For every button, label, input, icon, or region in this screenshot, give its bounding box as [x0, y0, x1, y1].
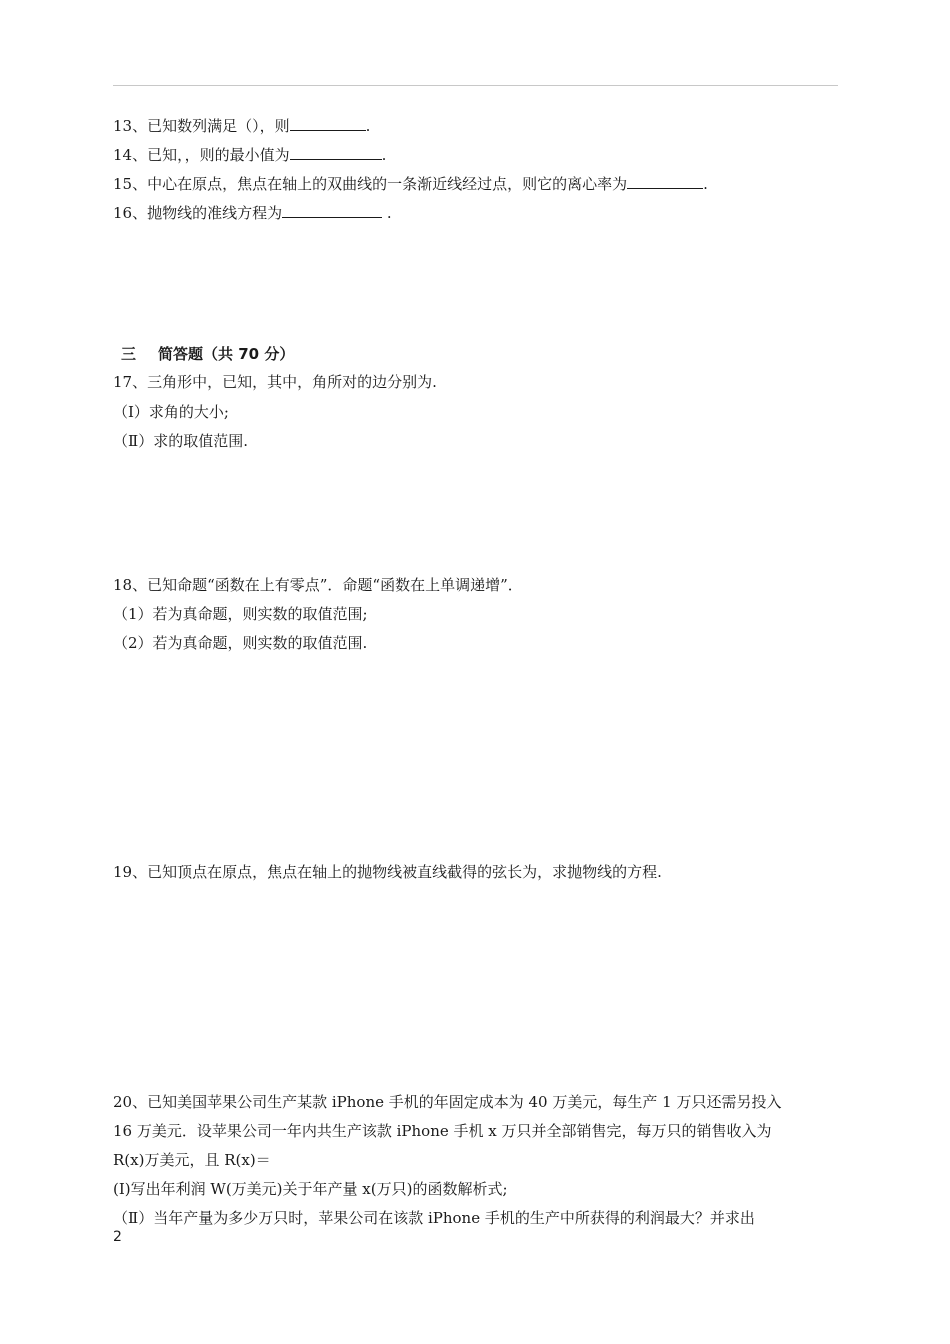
- question-16: [113, 202, 392, 223]
- question-20-line-1: 20、已知美国苹果公司生产某款 iPhone 手机的年固定成本为 40 万美元，每生产 1 万只还需另投入: [113, 1093, 782, 1111]
- question-15: [113, 173, 708, 194]
- question-20-line-3: R(x)万美元，且 R(x)＝: [113, 1151, 271, 1169]
- question-19-stem: 19、已知顶点在原点，焦点在轴上的抛物线被直线截得的弦长为，求抛物线的方程.: [113, 863, 662, 881]
- question-20-part-1: (Ⅰ)写出年利润 W(万美元)关于年产量 x(万只)的函数解析式;: [113, 1180, 508, 1198]
- question-14-tail: .: [381, 146, 387, 164]
- question-15-tail: .: [703, 175, 708, 193]
- answer-blank: [290, 144, 382, 160]
- header-rule: [113, 85, 838, 86]
- question-18-part-1: （1）若为真命题，则实数的取值范围;: [113, 605, 368, 623]
- question-20-line-2: 16 万美元．设苹果公司一年内共生产该款 iPhone 手机 x 万只并全部销售完，每万只的销售收入为: [113, 1122, 772, 1140]
- question-18-part-2: （2）若为真命题，则实数的取值范围.: [113, 634, 368, 652]
- question-13-text: 13、已知数列满足（），则: [113, 117, 290, 135]
- question-17-stem: 17、三角形中，已知，其中，角所对的边分别为.: [113, 373, 437, 391]
- question-16-text: 16、抛物线的准线方程为: [113, 204, 283, 222]
- section-heading: [113, 344, 294, 364]
- question-20-part-2: （Ⅱ）当年产量为多少万只时，苹果公司在该款 iPhone 手机的生产中所获得的利润最大？并求出: [113, 1209, 755, 1227]
- answer-blank: [282, 202, 382, 218]
- answer-blank: [627, 173, 703, 189]
- section-title: 简答题（共 70 分）: [158, 345, 295, 363]
- question-13-tail: .: [365, 117, 371, 135]
- question-15-text: 15、中心在原点，焦点在轴上的双曲线的一条渐近线经过点，则它的离心率为: [113, 175, 628, 193]
- question-17-part-1: （Ⅰ）求角的大小;: [113, 403, 229, 421]
- question-13: [113, 115, 370, 136]
- section-number: 三: [121, 345, 137, 363]
- question-14: [113, 144, 386, 165]
- question-17-part-2: （Ⅱ）求的取值范围.: [113, 432, 248, 450]
- answer-blank: [290, 115, 366, 131]
- question-14-text: 14、已知，，则的最小值为: [113, 146, 290, 164]
- page-number: 2: [113, 1229, 122, 1245]
- question-18-stem: 18、已知命题“函数在上有零点”．命题“函数在上单调递增”．: [113, 576, 523, 594]
- question-16-tail: .: [382, 204, 392, 222]
